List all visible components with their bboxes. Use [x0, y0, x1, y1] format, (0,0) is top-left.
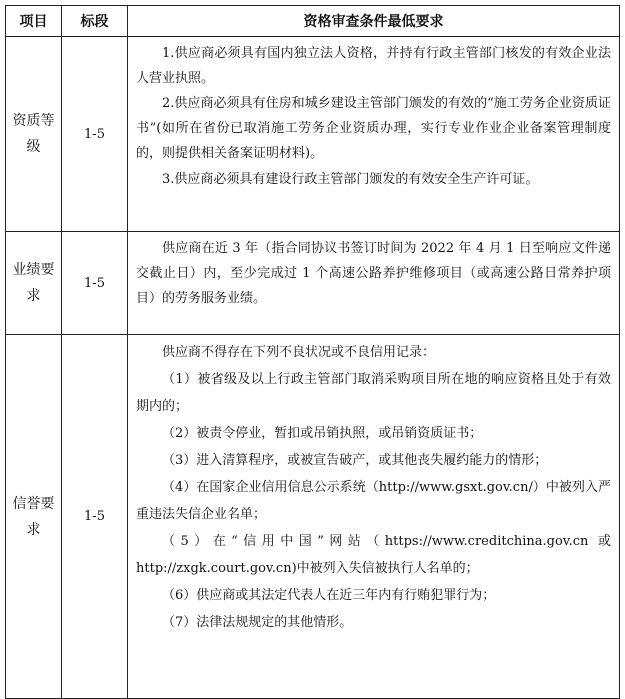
qualification-requirements-table	[5, 5, 620, 699]
condition-paragraph: 2.供应商必须具有住房和城乡建设主管部门颁发的有效的“施工劳务企业资质证书”(如所在省份已取消施工劳务企业资质办理，实行专业作业企业备案管理制度的，则提供相关备案证明材料)。	[136, 96, 611, 161]
condition-paragraph: 1.供应商必须具有国内独立法人资格，并持有行政主管部门核发的有效企业法人营业执照。	[136, 46, 611, 86]
row-item-label: 资质等级	[6, 37, 62, 232]
row-conditions	[128, 335, 620, 699]
condition-paragraph: （7）法律法规规定的其他情形。	[162, 615, 353, 630]
header-lot: 标段	[62, 6, 128, 37]
table-row-qualification-level	[6, 37, 620, 232]
row-lot: 1-5	[62, 37, 128, 232]
row-lot: 1-5	[62, 335, 128, 699]
condition-paragraph: （3）进入清算程序，或被宣告破产，或其他丧失履约能力的情形；	[162, 453, 548, 468]
header-row	[6, 6, 620, 37]
condition-paragraph: （5）在“信用中国”网站（https://www.creditchina.gov.cn 或 http://zxgk.court.gov.cn)中被列入失信被执行人名单的；	[136, 534, 611, 576]
header-conditions: 资格审查条件最低要求	[128, 6, 620, 37]
row-item-label: 信誉要求	[6, 335, 62, 699]
row-conditions	[128, 232, 620, 335]
condition-paragraph: 3.供应商必须具有建设行政主管部门颁发的有效安全生产许可证。	[162, 172, 539, 187]
row-lot: 1-5	[62, 232, 128, 335]
condition-paragraph: （1）被省级及以上行政主管部门取消采购项目所在地的响应资格且处于有效期内的；	[136, 372, 611, 414]
table-row-performance-requirements	[6, 232, 620, 335]
condition-paragraph: 供应商在近 3 年（指合同协议书签订时间为 2022 年 4 月 1 日至响应文件递交截止日）内，至少完成过 1 个高速公路养护维修项目（或高速公路日常养护项目）的劳务服务业绩。	[136, 241, 611, 306]
table-row-credit-requirements	[6, 335, 620, 699]
condition-paragraph: （6）供应商或其法定代表人在近三年内有行贿犯罪行为；	[162, 588, 496, 603]
condition-paragraph: （2）被责令停业，暂扣或吊销执照，或吊销资质证书；	[162, 426, 483, 441]
header-item: 项目	[6, 6, 62, 37]
row-item-label: 业绩要求	[6, 232, 62, 335]
condition-paragraph: （4）在国家企业信用信息公示系统（http://www.gsxt.gov.cn/）中被列入严重违法失信企业名单；	[136, 480, 611, 522]
condition-paragraph: 供应商不得存在下列不良状况或不良信用记录：	[162, 345, 436, 360]
row-conditions	[128, 37, 620, 232]
